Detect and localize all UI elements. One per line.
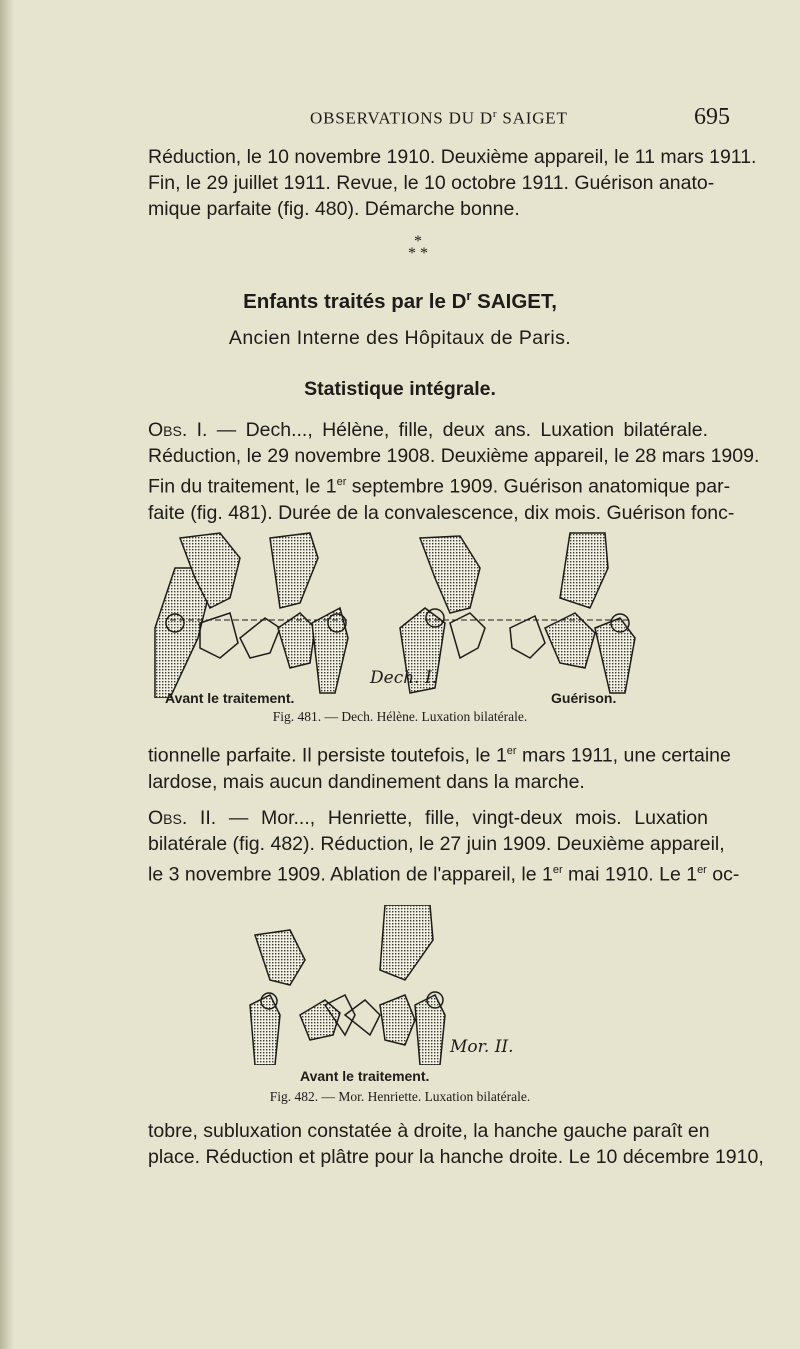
section-title: Enfants traités par le $D^r$ SAIGET, bbox=[243, 288, 557, 313]
radiograph-signature: Dech. I. bbox=[370, 668, 438, 688]
observation-1-continued bbox=[148, 738, 731, 795]
intro-paragraph bbox=[148, 144, 757, 222]
running-head bbox=[0, 106, 800, 134]
figure-481 bbox=[150, 528, 670, 723]
observation-1 bbox=[148, 417, 760, 526]
text-line: Fin, le 29 juillet 1911. Revue, le 10 octobre 1911. Guérison anato- bbox=[148, 172, 715, 194]
radiograph-signature: Mor. II. bbox=[450, 1037, 514, 1057]
obs-label: Obs. I. bbox=[148, 419, 208, 441]
figure-label-before: Avant le traitement. bbox=[165, 690, 295, 706]
page-number: 695 bbox=[694, 104, 730, 130]
page-gutter-shadow bbox=[0, 0, 14, 1349]
text-line: lardose, mais aucun dandinement dans la marche. bbox=[148, 770, 585, 793]
text-line: Obs. II. — Mor..., Henriette, fille, vingt-deux mois. Luxation bbox=[148, 807, 708, 829]
figure-482 bbox=[245, 905, 575, 1090]
section-subtitle: Ancien Interne des Hôpitaux de Paris. bbox=[228, 327, 572, 349]
text-line: tionnelle parfaite. Il persiste toutefois, le 1er mars 1911, une certaine bbox=[148, 744, 731, 767]
text-line: le 3 novembre 1909. Ablation de l'appareil, le 1er mai 1910. Le 1er oc- bbox=[148, 863, 740, 886]
figure-482-caption: Fig. 482. — Mor. Henriette. Luxation bilatérale. bbox=[269, 1089, 531, 1104]
asterism: * * * bbox=[408, 233, 428, 262]
text-line: Réduction, le 10 novembre 1910. Deuxième appareil, le 11 mars 1911. bbox=[148, 146, 757, 168]
text-line: Fin du traitement, le 1er septembre 1909. Guérison anatomique par- bbox=[148, 475, 731, 498]
text-line: tobre, subluxation constatée à droite, la hanche gauche paraît en bbox=[148, 1120, 710, 1142]
obs-label: Obs. II. bbox=[148, 807, 217, 829]
text-line: Obs. I. — Dech..., Hélène, fille, deux ans. Luxation bilatérale. bbox=[148, 419, 709, 441]
observation-2-continued bbox=[148, 1118, 764, 1170]
hip-radiograph-drawing bbox=[245, 905, 575, 1065]
statistics-title: Statistique intégrale. bbox=[304, 378, 496, 400]
figure-label-after: Guérison. bbox=[551, 690, 617, 706]
running-head-title: OBSERVATIONS DU $D^r$ SAIGET bbox=[310, 108, 568, 128]
text-line: place. Réduction et plâtre pour la hanche droite. Le 10 décembre 1910, bbox=[148, 1146, 764, 1168]
text-line: faite (fig. 481). Durée de la convalescence, dix mois. Guérison fonc- bbox=[148, 501, 735, 524]
text-line: bilatérale (fig. 482). Réduction, le 27 juin 1909. Deuxième appareil, bbox=[148, 833, 725, 855]
figure-label-before: Avant le traitement. bbox=[300, 1068, 430, 1084]
observation-2 bbox=[148, 805, 740, 888]
text-line: mique parfaite (fig. 480). Démarche bonne. bbox=[148, 198, 520, 220]
figure-481-caption: Fig. 481. — Dech. Hélène. Luxation bilatérale. bbox=[272, 709, 528, 724]
text-line: Réduction, le 29 novembre 1908. Deuxième appareil, le 28 mars 1909. bbox=[148, 445, 760, 467]
